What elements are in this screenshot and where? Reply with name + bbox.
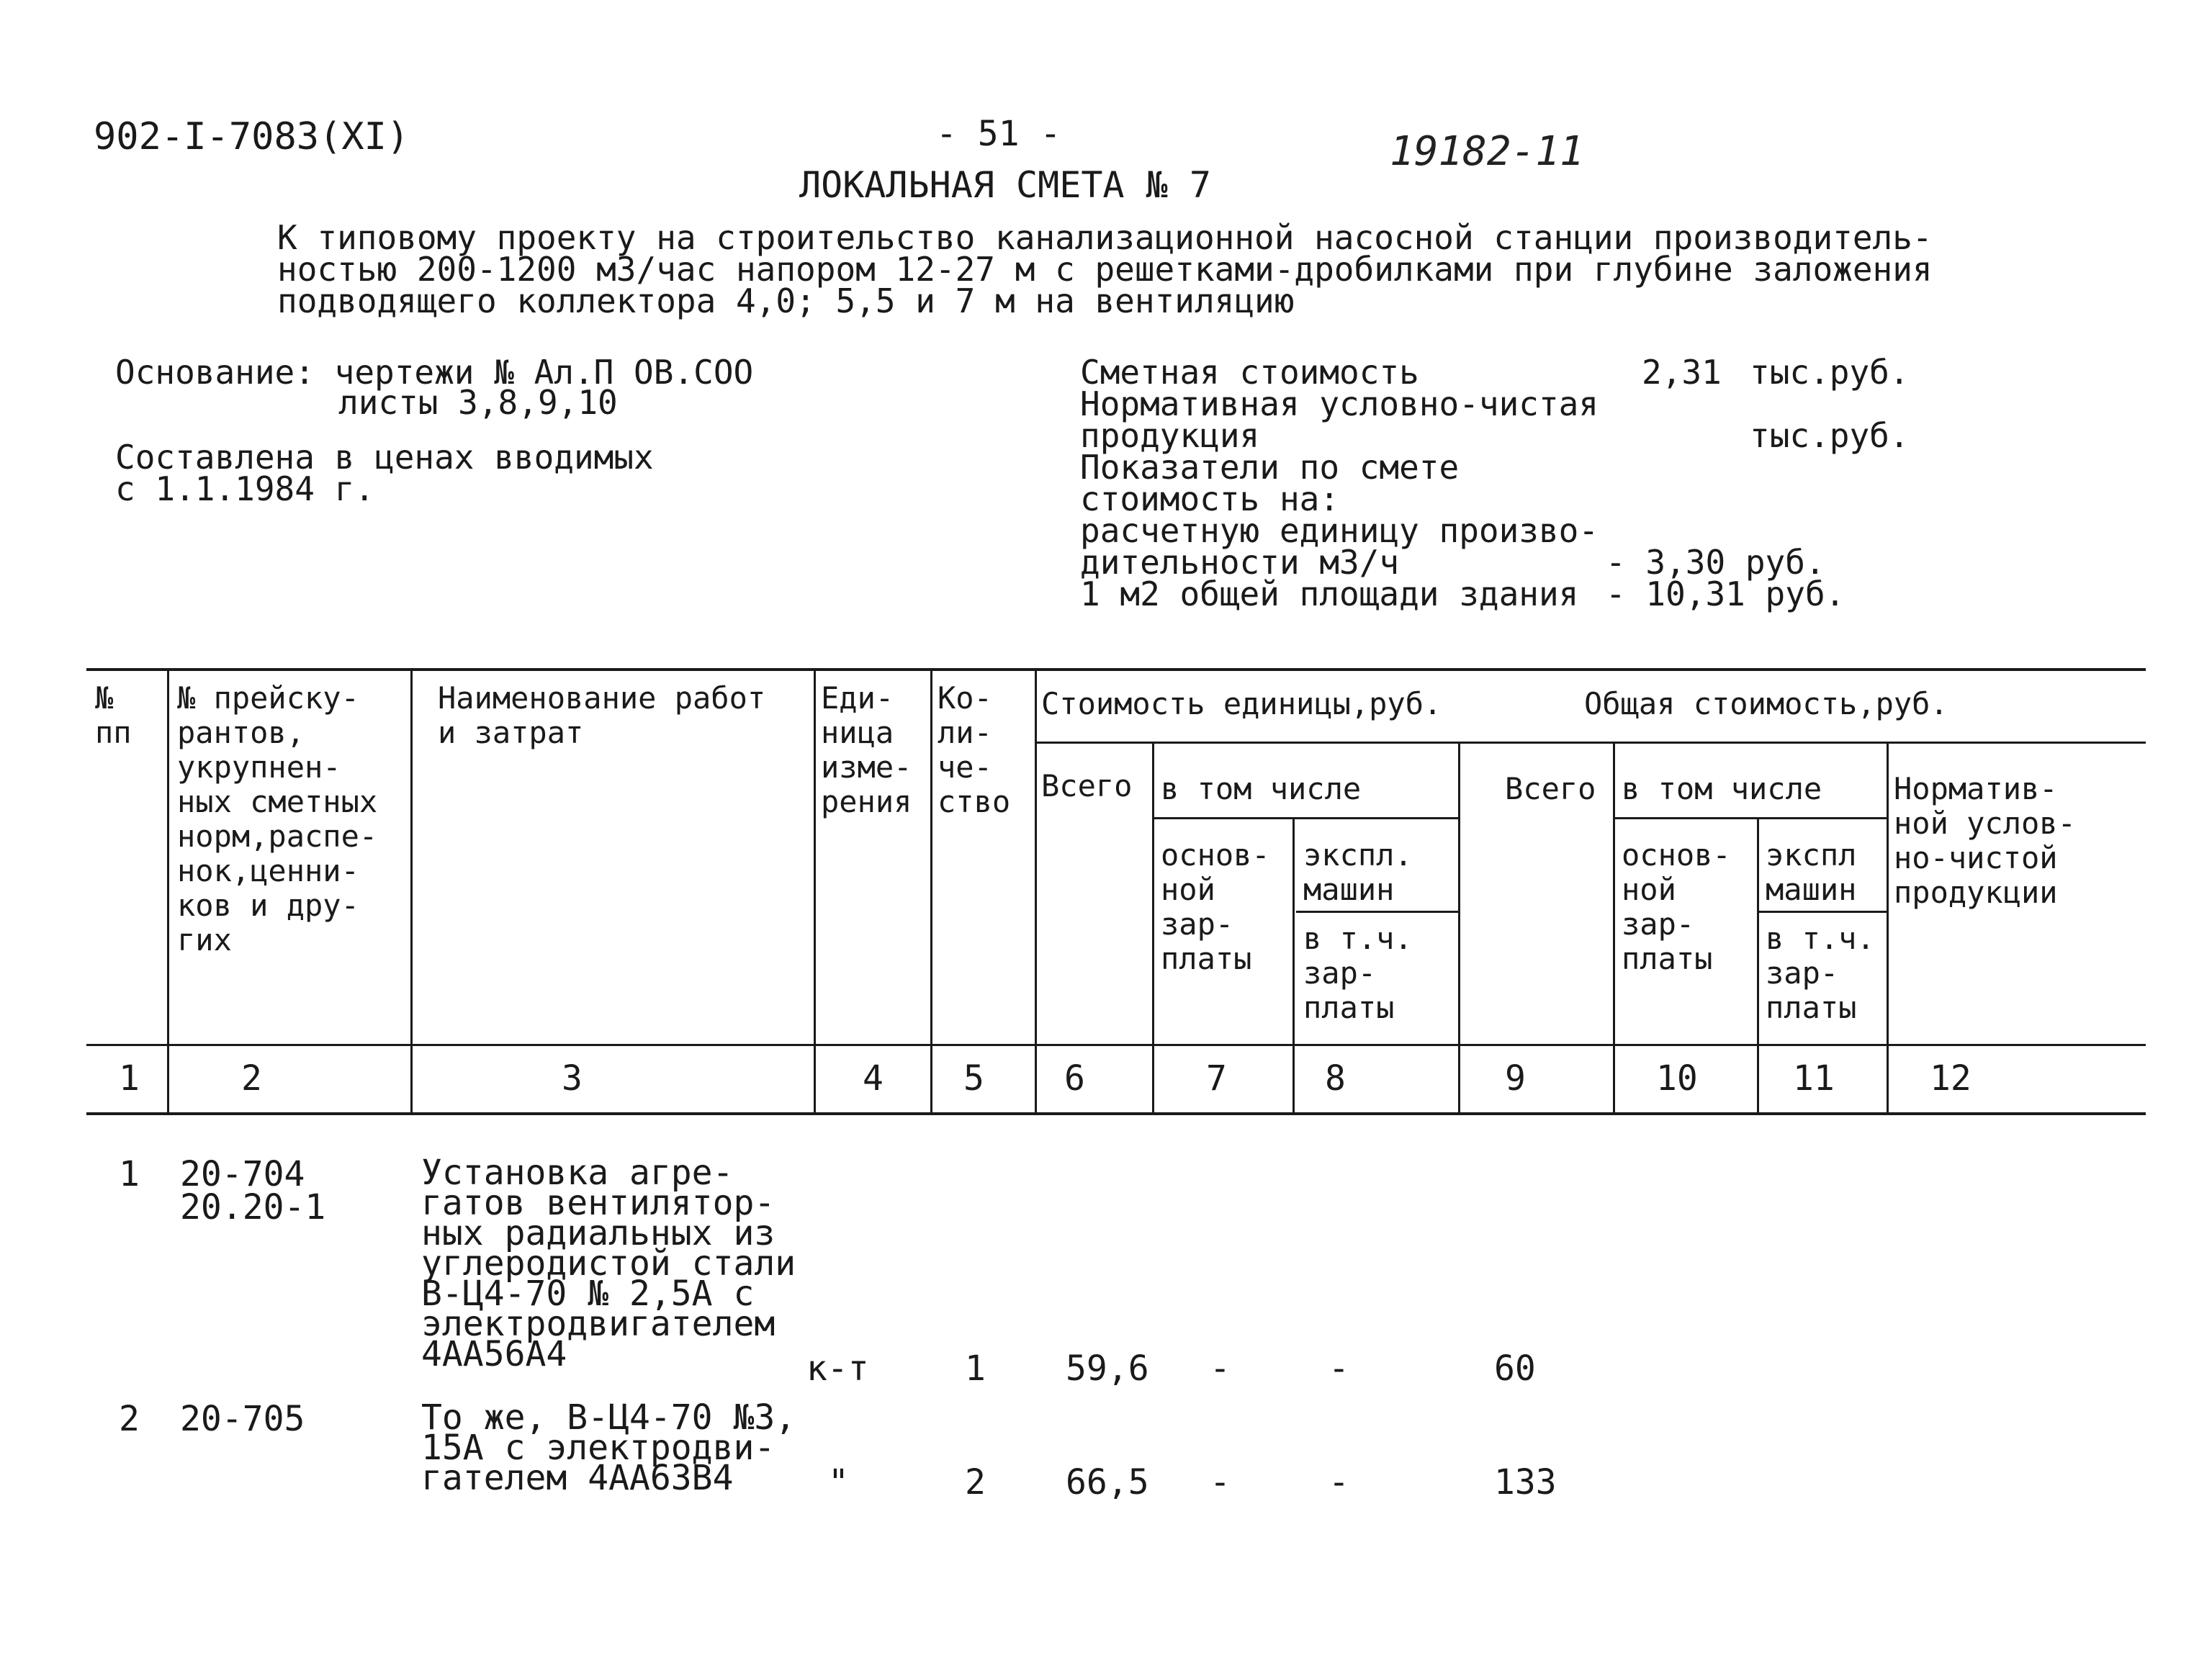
header-unit-mach: экспл. машин	[1303, 837, 1413, 907]
header-unit-mach-wage: в т.ч. зар- платы	[1303, 921, 1413, 1025]
col-rule	[1458, 742, 1460, 1114]
row-1-qty: 1	[965, 1348, 986, 1389]
header-total-incl: в том числе	[1622, 771, 1822, 806]
col-rule	[1757, 817, 1759, 1114]
row-1-total: 60	[1494, 1348, 1536, 1389]
product-unit: тыс.руб.	[1750, 416, 1910, 455]
row-1-unit-total: 59,6	[1066, 1348, 1149, 1389]
indicators-label: Показатели по смете	[1080, 448, 1460, 487]
col-number-2: 2	[241, 1058, 262, 1099]
col-rule	[167, 668, 169, 1114]
cost-label: Сметная стоимость	[1080, 353, 1419, 392]
col-number-8: 8	[1325, 1058, 1346, 1099]
col-number-9: 9	[1505, 1058, 1526, 1099]
mach-rule-left	[1296, 911, 1458, 913]
row-2-unit-wage: -	[1210, 1462, 1231, 1502]
row-1-unit-wage: -	[1210, 1348, 1231, 1389]
product-label: продукция	[1080, 416, 1260, 455]
basis-line-3: Составлена в ценах вводимых	[115, 438, 654, 477]
incl-rule-left	[1152, 817, 1458, 819]
page-number: - 51 -	[936, 114, 1061, 154]
row-1-number: 1	[119, 1154, 140, 1194]
description-line-1: К типовому проекту на строительство канализационной насосной станции производитель-	[277, 218, 1933, 257]
row-2-codes: 20-705	[180, 1399, 305, 1439]
row-1-unit-mach: -	[1328, 1348, 1349, 1389]
capacity-label: дительности м3/ч	[1080, 543, 1400, 582]
cost-value: 2,31	[1642, 353, 1722, 392]
header-total-mach-wage: в т.ч. зар- платы	[1766, 921, 1875, 1025]
col-rule	[1035, 668, 1037, 1114]
header-total-total: Всего	[1505, 771, 1596, 806]
col-number-4: 4	[863, 1058, 884, 1099]
row-2-qty: 2	[965, 1462, 986, 1502]
row-2-total: 133	[1494, 1462, 1557, 1502]
page-title: ЛОКАЛЬНАЯ СМЕТА № 7	[799, 164, 1211, 206]
basis-line-4: с 1.1.1984 г.	[115, 469, 375, 508]
col-rule	[814, 668, 816, 1114]
col-number-11: 11	[1793, 1058, 1835, 1099]
row-2-number: 2	[119, 1399, 140, 1439]
area-label: 1 м2 общей площади здания	[1080, 575, 1579, 613]
header-bottom-rule	[86, 1044, 2146, 1046]
cost-on-label: стоимость на:	[1080, 479, 1340, 518]
description-line-3: подводящего коллектора 4,0; 5,5 и 7 м на вентиляцию	[277, 281, 1295, 320]
row-1-unit: к-т	[806, 1348, 869, 1389]
capacity-value: - 3,30 руб.	[1606, 543, 1825, 582]
row-1-name: Установка агре- гатов вентилятор- ных радиальных из углеродистой стали В-Ц4-70 № 2,5А с электродвигателем 4АА56А4	[421, 1153, 796, 1374]
row-2-unit-mach: -	[1328, 1462, 1349, 1502]
norm-product-label: Нормативная условно-чистая	[1080, 384, 1599, 423]
header-col-1: № пп	[95, 680, 132, 750]
col-number-10: 10	[1656, 1058, 1698, 1099]
header-col-5: Ко- ли- че- ство	[938, 680, 1011, 819]
col-rule	[1152, 742, 1154, 1114]
col-rule	[1887, 742, 1889, 1114]
col-rule	[1292, 817, 1295, 1114]
mach-rule-right	[1757, 911, 1887, 913]
col-number-1: 1	[119, 1058, 140, 1099]
row-2-unit: "	[828, 1462, 849, 1502]
header-norm-product: Норматив- ной услов- но-чистой продукции	[1894, 771, 2076, 910]
header-total-mach: экспл машин	[1766, 837, 1857, 907]
header-unit-wage: основ- ной зар- платы	[1161, 837, 1270, 976]
header-unit-cost: Стоимость единицы,руб.	[1041, 686, 1442, 721]
col-number-3: 3	[562, 1058, 583, 1099]
handwritten-number: 19182-11	[1390, 128, 1584, 175]
cost-group-rule	[1037, 742, 2146, 744]
col-number-5: 5	[963, 1058, 984, 1099]
header-col-4: Еди- ница изме- рения	[821, 680, 912, 819]
col-number-12: 12	[1930, 1058, 1972, 1099]
col-rule	[1613, 742, 1615, 1114]
header-col-2: № прейску- рантов, укрупнен- ных сметных норм,распе- нок,ценни- ков и дру- гих	[177, 680, 378, 958]
row-2-name: То же, В-Ц4-70 №3, 15А с электродви- гателем 4АА63В4	[421, 1397, 796, 1498]
numbers-bottom-rule	[86, 1112, 2146, 1115]
col-rule	[410, 668, 413, 1114]
description-line-2: ностью 200-1200 м3/час напором 12-27 м с решетками-дробилками при глубине заложения	[277, 250, 1933, 289]
col-number-7: 7	[1206, 1058, 1227, 1099]
col-rule	[930, 668, 932, 1114]
table-top-rule	[86, 668, 2146, 671]
header-total-wage: основ- ной зар- платы	[1622, 837, 1731, 976]
header-unit-incl: в том числе	[1161, 771, 1362, 806]
cost-unit: тыс.руб.	[1750, 353, 1910, 392]
header-col-3: Наименование работ и затрат	[438, 680, 766, 750]
row-2-unit-total: 66,5	[1066, 1462, 1149, 1502]
header-unit-total: Всего	[1041, 768, 1133, 803]
header-total-cost: Общая стоимость,руб.	[1584, 686, 1948, 721]
row-1-codes: 20-704 20.20-1	[180, 1154, 326, 1227]
col-number-6: 6	[1064, 1058, 1085, 1099]
incl-rule-right	[1613, 817, 1887, 819]
document-number: 902-I-7083(XI)	[94, 115, 410, 158]
area-value: - 10,31 руб.	[1606, 575, 1845, 613]
unit-capacity-label: расчетную единицу произво-	[1080, 511, 1599, 550]
basis-line-2: листы 3,8,9,10	[338, 383, 618, 422]
basis-line-1: Основание: чертежи № Ал.П ОВ.СОО	[115, 353, 754, 392]
